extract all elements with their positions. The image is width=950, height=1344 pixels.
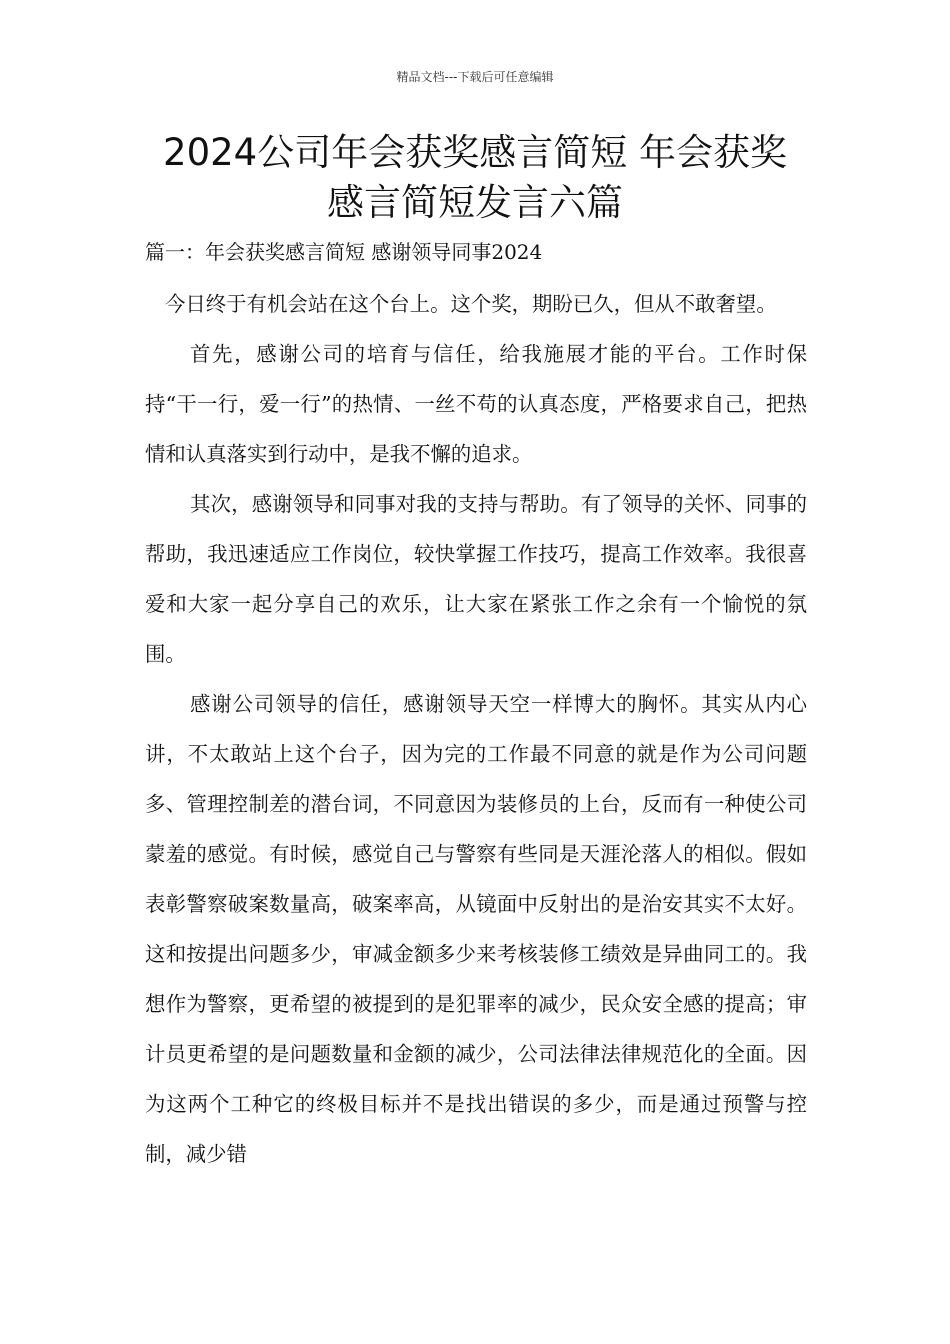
document-title: 2024公司年会获奖感言简短 年会获奖感言简短发言六篇 <box>163 131 787 224</box>
header-note: 精品文档---下载后可任意编辑 <box>396 70 554 84</box>
paragraph-first-thanks: 首先，感谢公司的培育与信任，给我施展才能的平台。工作时保持“干一行，爱一行”的热情、一丝不苟的认真态度，严格要求自己，把热情和认真落实到行动中，是我不懈的追求。 <box>145 342 807 466</box>
paragraph-leadership-thanks: 感谢公司领导的信任，感谢领导天空一样博大的胸怀。其实从内心讲，不太敢站上这个台子，因为完的工作最不同意的就是作为公司问题多、管理控制差的潜台词，不同意因为装修员的上台，反而有一种使公司蒙羞的感觉。有时候，感觉自己与警察有些同是天涯沦落人的相似。假如表彰警察破案数量高，破案率高，从镜面中反射出的是治安其实不太好。这和按提出问题多少，审减金额多少来考核装修工绩效是异曲同工的。我想作为警察，更希望的被提到的是犯罪率的减少，民众安全感的提高；审计员更希望的是问题数量和金额的减少，公司法律法律规范化的全面。因为这两个工种它的终极目标并不是找出错误的多少，而是通过预警与控制，减少错 <box>145 692 807 1166</box>
section-heading: 篇一：年会获奖感言简短 感谢领导同事2024 <box>145 240 543 264</box>
paragraph-intro: 今日终于有机会站在这个台上。这个奖，期盼已久，但从不敢奢望。 <box>165 292 777 316</box>
body-text <box>145 279 807 1179</box>
paragraph-second-thanks: 其次，感谢领导和同事对我的支持与帮助。有了领导的关怀、同事的帮助，我迅速适应工作岗位，较快掌握工作技巧，提高工作效率。我很喜爱和大家一起分享自己的欢乐，让大家在紧张工作之余有一个愉悦的氛围。 <box>145 492 807 666</box>
